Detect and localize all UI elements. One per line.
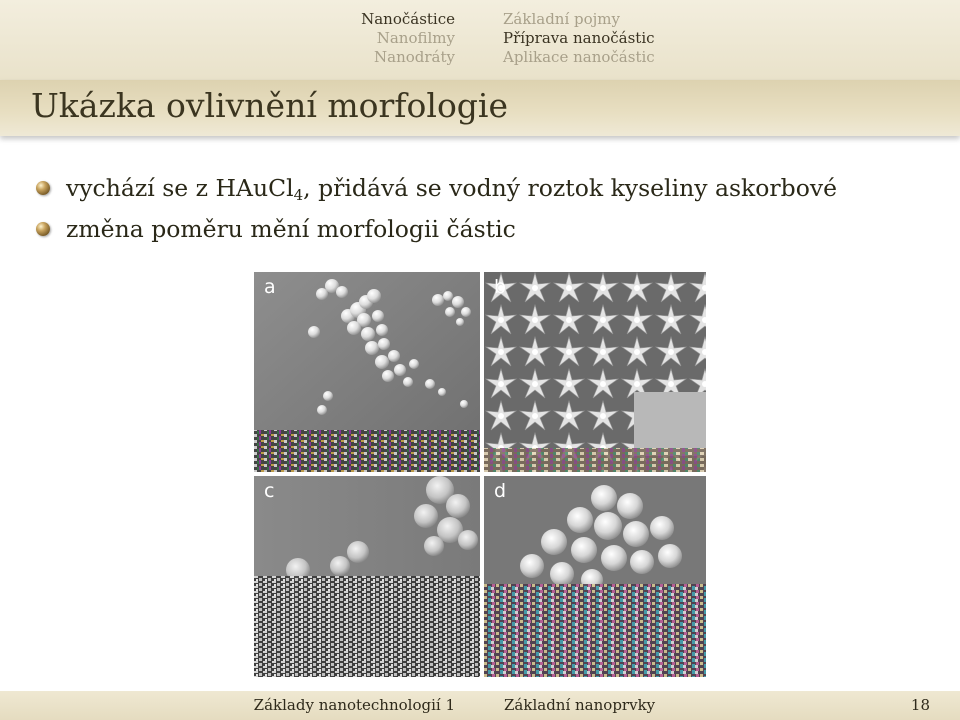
sem-panel-a [254, 272, 480, 472]
sem-image-stars [484, 272, 706, 472]
footer-section-title: Základní nanoprvky [504, 696, 656, 714]
sem-panel-d [484, 476, 706, 677]
panel-label-a: a [264, 276, 276, 298]
nav-section-nanofilmy[interactable]: Nanofilmy [376, 29, 455, 47]
sem-image-raspberries [484, 476, 706, 677]
header-navigation [0, 0, 960, 80]
footer-course-title: Základy nanotechnologií 1 [253, 696, 455, 714]
sem-micrograph-figure [254, 272, 706, 677]
panel-label-c: c [264, 480, 275, 502]
bullet-text-start: vychází se z HAuCl [66, 174, 294, 202]
nav-subsection-aplikace[interactable]: Aplikace nanočástic [503, 48, 655, 66]
section-nav [361, 10, 455, 67]
bullet-list [36, 168, 837, 250]
bullet-ball-icon [36, 181, 50, 195]
nav-subsection-zakladni-pojmy[interactable]: Základní pojmy [503, 10, 621, 28]
sem-image-spheres [254, 272, 480, 472]
bullet-text: změna poměru mění morfologii částic [66, 215, 516, 243]
slide-title: Ukázka ovlivnění morfologie [31, 86, 509, 125]
bullet-item [36, 209, 837, 250]
sem-panel-c [254, 476, 480, 677]
nav-subsection-priprava[interactable]: Příprava nanočástic [503, 29, 655, 47]
bullet-subscript: 4 [293, 186, 304, 204]
nav-section-nanodraty[interactable]: Nanodráty [374, 48, 455, 66]
nav-section-nanocastice[interactable]: Nanočástice [361, 10, 455, 28]
panel-label-b: b [494, 276, 507, 298]
sem-panel-b [484, 272, 706, 472]
bullet-item [36, 168, 837, 209]
title-band [0, 80, 960, 136]
sem-image-flowers [254, 476, 480, 677]
bullet-ball-icon [36, 222, 50, 236]
subsection-nav [503, 10, 655, 67]
footer [0, 691, 960, 720]
page-number: 18 [910, 696, 930, 714]
bullet-text-end: , přidává se vodný roztok kyseliny askorbové [303, 174, 838, 202]
panel-label-d: d [494, 480, 507, 502]
